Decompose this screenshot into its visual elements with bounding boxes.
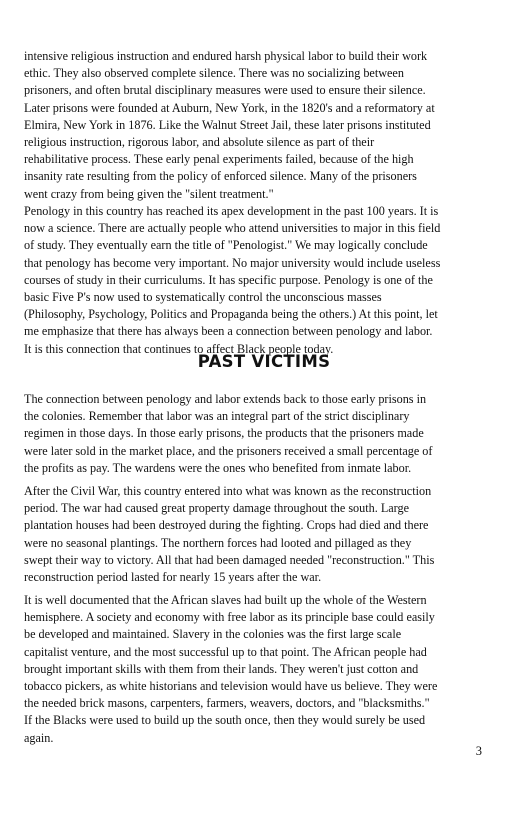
text-line: period. The war had caused great property damage throughout the south. Large xyxy=(24,501,410,516)
text-line: After the Civil War, this country entered into what was known as the reconstruction xyxy=(24,484,432,498)
text-line: of study. They eventually earn the title of "Penologist." We may logically conclude xyxy=(24,238,428,253)
page-number: 3 xyxy=(475,744,482,758)
paragraph-reconstruction xyxy=(24,483,482,586)
text-line: again. xyxy=(24,730,54,745)
text-line: It is well documented that the African slaves had built up the whole of the Western xyxy=(24,593,427,607)
text-line: brought important skills with them from their lands. They weren't just cotton and xyxy=(24,661,419,676)
text-line: went crazy from being given the "silent treatment." xyxy=(24,186,274,201)
text-line: Elmira, New York in 1876. Like the Walnut Street Jail, these later prisons instituted xyxy=(24,117,431,132)
text-line: the profits as pay. The wardens were the ones who benefited from inmate labor. xyxy=(24,460,412,475)
text-line: were no seasonal plantings. The northern forces had looted and pillaged as they xyxy=(24,535,412,550)
text-line: courses of study in their curriculums. It has specific purpose. Penology is one of the xyxy=(24,272,433,287)
paragraph-penology-science xyxy=(24,203,482,358)
text-line: plantation houses had been destroyed during the fighting. Crops had died and there xyxy=(24,518,429,533)
text-line: religious instruction, rigorous labor, and absolute silence as part of their xyxy=(24,135,375,150)
text-line: swept their way to victory. All that had been damaged needed "reconstruction." This xyxy=(24,552,435,567)
text-line: reconstruction period lasted for nearly 15 years after the war. xyxy=(24,570,322,585)
text-line: me emphasize that there has always been a connection between penology and labor. xyxy=(24,324,433,339)
text-line: (Philosophy, Psychology, Politics and Propaganda being the others.) At this point, let xyxy=(24,307,438,322)
paragraph-silent-prisons xyxy=(24,48,482,203)
text-line: Penology in this country has reached its apex development in the past 100 years. It is xyxy=(24,204,439,218)
text-line: prisoners, and often brutal disciplinary measures were used to ensure their silence. xyxy=(24,83,426,98)
text-line: ethic. They also observed complete silence. There was no socializing between xyxy=(24,66,404,81)
text-line: capitalist venture, and the most successful up to that point. The African people had xyxy=(24,644,427,659)
text-line: If the Blacks were used to build up the south once, then they would surely be used xyxy=(24,713,426,728)
text-line: The connection between penology and labor extends back to those early prisons in xyxy=(24,392,427,406)
text-line: hemisphere. A society and economy with free labor as its principle base could easily xyxy=(24,610,435,625)
text-line: insanity rate resulting from the policy of enforced silence. Many of the prisoners xyxy=(24,169,417,184)
text-line: that penology has become very important. No major university would include useless xyxy=(24,255,441,270)
text-line: rehabilitative process. These early penal experiments failed, because of the high xyxy=(24,152,414,167)
paragraph-penology-labor xyxy=(24,391,482,477)
text-line: basic Five P's now used to systematically control the unconscious masses xyxy=(24,290,382,305)
text-line: be developed and maintained. Slavery in the colonies was the first large scale xyxy=(24,627,402,642)
text-line: tobacco pickers, as white historians and television would have us believe. They were xyxy=(24,679,438,694)
text-line: regimen in those days. In those early prisons, the products that the prisoners made xyxy=(24,426,424,441)
text-line: now a science. There are actually people who attend universities to major in this field xyxy=(24,221,441,236)
text-line: the colonies. Remember that labor was an integral part of the strict disciplinary xyxy=(24,409,410,424)
text-line: were later sold in the market place, and the prisoners received a small percentage of xyxy=(24,443,433,458)
section-heading: PAST VICTIMS xyxy=(197,352,331,371)
text-line: the needed brick masons, carpenters, farmers, weavers, doctors, and "blacksmiths." xyxy=(24,696,430,711)
paragraph-african-labor xyxy=(24,592,482,747)
text-line: It is this connection that continues to affect Black people today. xyxy=(24,341,334,356)
text-line: intensive religious instruction and endured harsh physical labor to build their work xyxy=(24,49,428,63)
text-line: Later prisons were founded at Auburn, New York, in the 1820's and a reformatory at xyxy=(24,100,435,115)
